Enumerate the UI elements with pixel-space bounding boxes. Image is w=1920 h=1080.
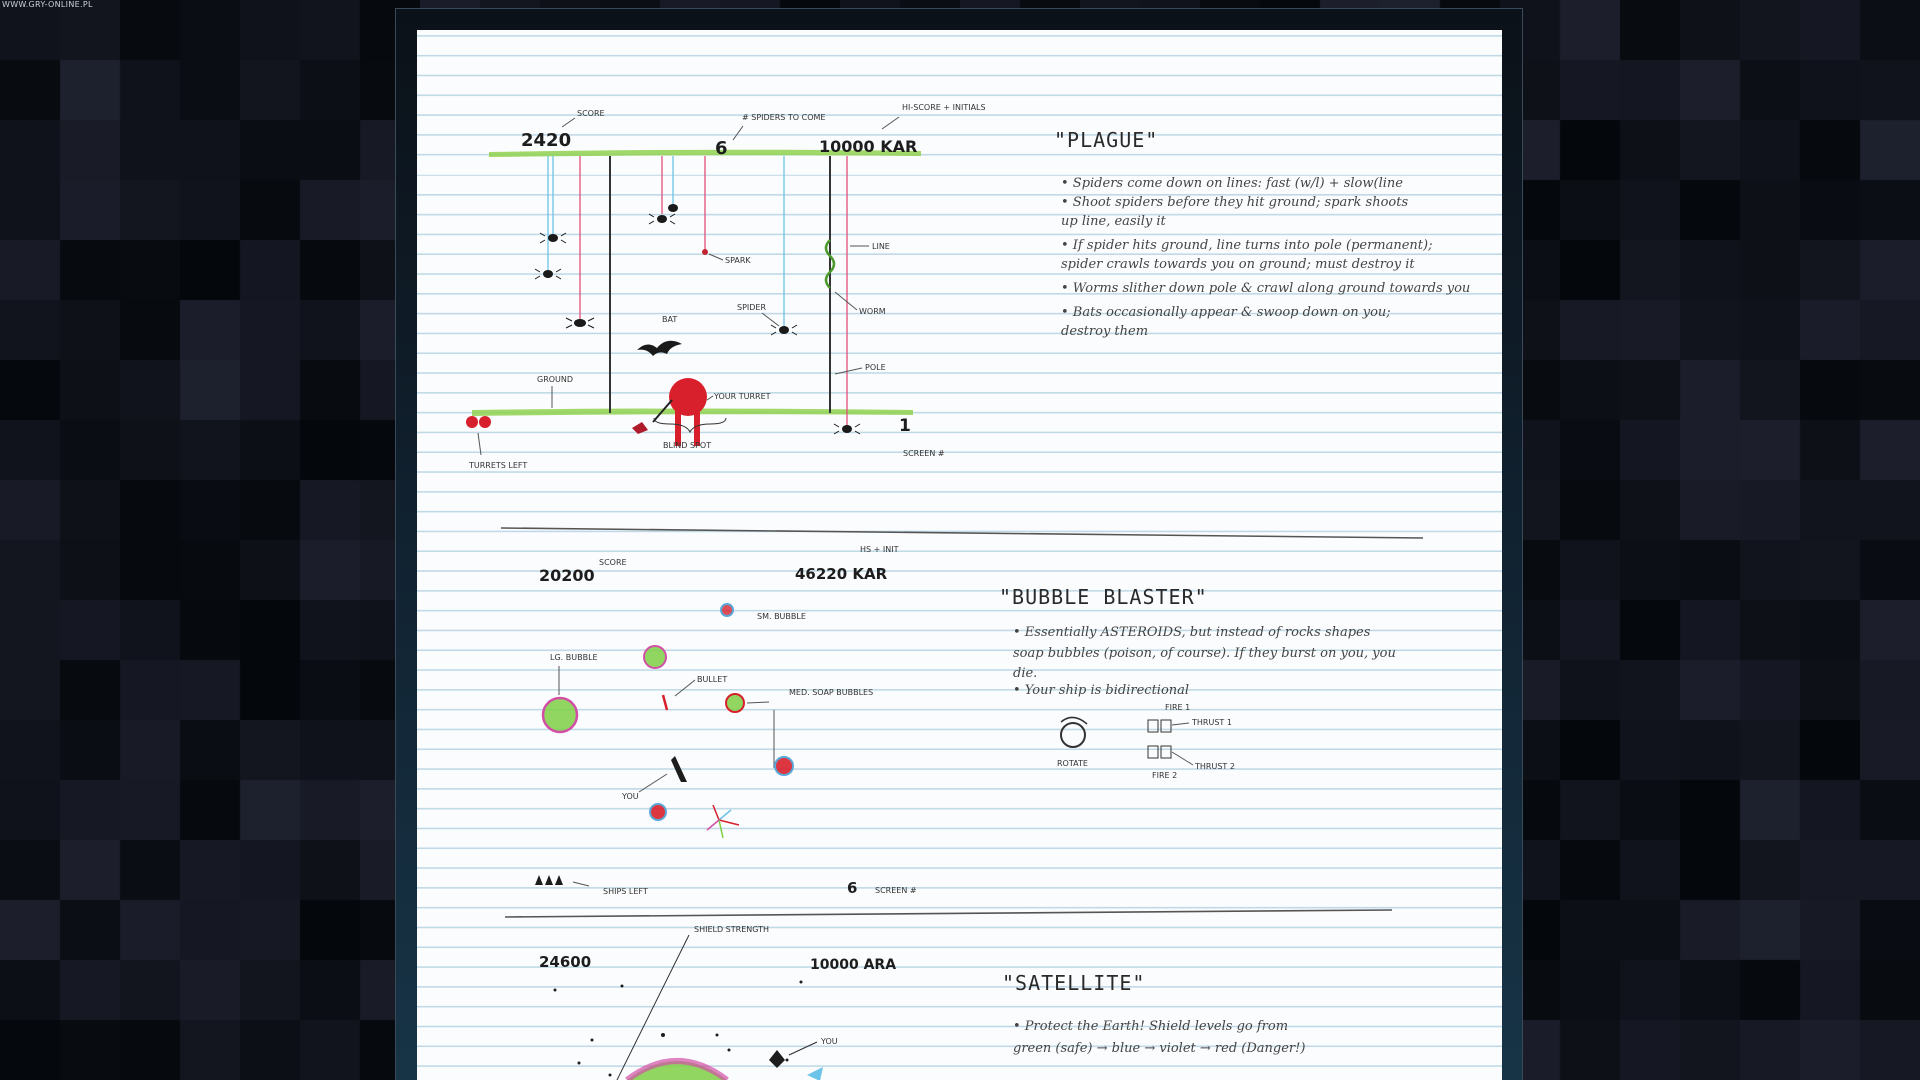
plague-spiders-label: # SPIDERS TO COME bbox=[742, 113, 826, 122]
label-bullet: BULLET bbox=[697, 675, 728, 684]
turret-left-icon bbox=[466, 416, 478, 428]
bubble-screen-number: 6 bbox=[847, 879, 858, 897]
label-med-soap-bubbles: MED. SOAP BUBBLES bbox=[789, 688, 874, 697]
plague-score-label: SCORE bbox=[577, 109, 605, 118]
bubble-hiscore: 46220 KAR bbox=[795, 565, 888, 583]
bubble-note: die. bbox=[1013, 666, 1038, 681]
bubble-note: soap bubbles (poison, of course). If they burst on you, you bbox=[1013, 646, 1396, 661]
plague-hiscore: 10000 KAR bbox=[819, 137, 918, 156]
label-bubble-screen: SCREEN # bbox=[875, 886, 917, 895]
plague-note: up line, easily it bbox=[1061, 214, 1166, 229]
label-thrust1: THRUST 1 bbox=[1192, 718, 1232, 727]
turret-icon bbox=[669, 378, 707, 416]
divider-line bbox=[501, 528, 1423, 538]
fire1-button-icon bbox=[1148, 720, 1158, 732]
rotate-icon bbox=[1061, 723, 1085, 747]
label-your-turret: YOUR TURRET bbox=[714, 392, 771, 401]
bullet-icon bbox=[663, 695, 667, 710]
bat-icon bbox=[637, 341, 682, 356]
comet-icon bbox=[807, 1067, 823, 1080]
satellite-hiscore: 10000 ARA bbox=[810, 957, 897, 973]
satellite-sketch bbox=[539, 925, 1305, 1080]
turret-left-icon bbox=[479, 416, 491, 428]
label-spider: SPIDER bbox=[737, 303, 767, 312]
plague-note: destroy them bbox=[1061, 324, 1149, 339]
label-fire1: FIRE 1 bbox=[1165, 703, 1191, 712]
bubble-note: • Your ship is bidirectional bbox=[1013, 683, 1190, 698]
sketch-drawing bbox=[417, 30, 1502, 1080]
plague-title: "PLAGUE" bbox=[1054, 128, 1159, 152]
bubble-title: "BUBBLE BLASTER" bbox=[999, 585, 1208, 609]
label-ships-left: SHIPS LEFT bbox=[603, 887, 648, 896]
label-worm: WORM bbox=[859, 307, 886, 316]
fire2-button-icon bbox=[1148, 746, 1158, 758]
plague-sketch bbox=[466, 103, 1470, 470]
bubble-note: • Essentially ASTEROIDS, but instead of rocks shapes bbox=[1013, 625, 1371, 640]
plague-note: • Spiders come down on lines: fast (w/l) + slow(line bbox=[1061, 176, 1403, 191]
label-screen-num: SCREEN # bbox=[903, 449, 945, 458]
spark-icon bbox=[702, 249, 708, 255]
label-line: LINE bbox=[872, 242, 890, 251]
bubble-hiscore-label: HS + INIT bbox=[860, 545, 899, 554]
satellite-title: "SATELLITE" bbox=[1002, 971, 1146, 995]
label-you: YOU bbox=[622, 792, 639, 801]
label-turrets-left: TURRETS LEFT bbox=[469, 461, 528, 470]
label-thrust2: THRUST 2 bbox=[1195, 762, 1235, 771]
label-satellite-you: YOU bbox=[821, 1037, 838, 1046]
label-shield-strength: SHIELD STRENGTH bbox=[694, 925, 770, 934]
satellite-note: • Protect the Earth! Shield levels go from bbox=[1013, 1019, 1289, 1034]
bubble-score-label: SCORE bbox=[599, 558, 627, 567]
plague-note: • Bats occasionally appear & swoop down on you; bbox=[1061, 305, 1391, 320]
label-lg-bubble: LG. BUBBLE bbox=[550, 653, 598, 662]
bubble-score: 20200 bbox=[539, 566, 595, 585]
plague-note: spider crawls towards you on ground; must destroy it bbox=[1061, 257, 1415, 272]
label-fire2: FIRE 2 bbox=[1152, 771, 1178, 780]
plague-score: 2420 bbox=[521, 130, 572, 151]
satellite-score: 24600 bbox=[539, 953, 592, 971]
explosion-icon bbox=[707, 805, 739, 838]
label-rotate: ROTATE bbox=[1057, 759, 1088, 768]
label-pole: POLE bbox=[865, 363, 886, 372]
plague-note: • Shoot spiders before they hit ground; spark shoots bbox=[1061, 195, 1409, 210]
label-ground: GROUND bbox=[537, 375, 574, 384]
ship-icon bbox=[671, 756, 687, 782]
plague-screen-number: 1 bbox=[899, 416, 911, 436]
label-blind-spot: BLIND SPOT bbox=[663, 441, 712, 450]
divider-line bbox=[505, 910, 1392, 917]
sketch-page bbox=[417, 30, 1502, 1080]
label-sm-bubble: SM. BUBBLE bbox=[757, 612, 806, 621]
plague-hiscore-label: HI-SCORE + INITIALS bbox=[902, 103, 986, 112]
label-bat: BAT bbox=[662, 315, 678, 324]
plague-note: • Worms slither down pole & crawl along ground towards you bbox=[1061, 281, 1471, 296]
label-spark: SPARK bbox=[725, 256, 751, 265]
watermark: WWW.GRY-ONLINE.PL bbox=[2, 0, 93, 9]
plague-spiders-to-come: 6 bbox=[715, 138, 728, 159]
ships-left-icons bbox=[535, 875, 563, 885]
satellite-note: green (safe) → blue → violet → red (Danger!) bbox=[1013, 1041, 1306, 1056]
satellite-ship-icon bbox=[769, 1050, 785, 1068]
plague-note: • If spider hits ground, line turns into pole (permanent); bbox=[1061, 238, 1433, 253]
bubble-blaster-sketch bbox=[535, 545, 1396, 897]
